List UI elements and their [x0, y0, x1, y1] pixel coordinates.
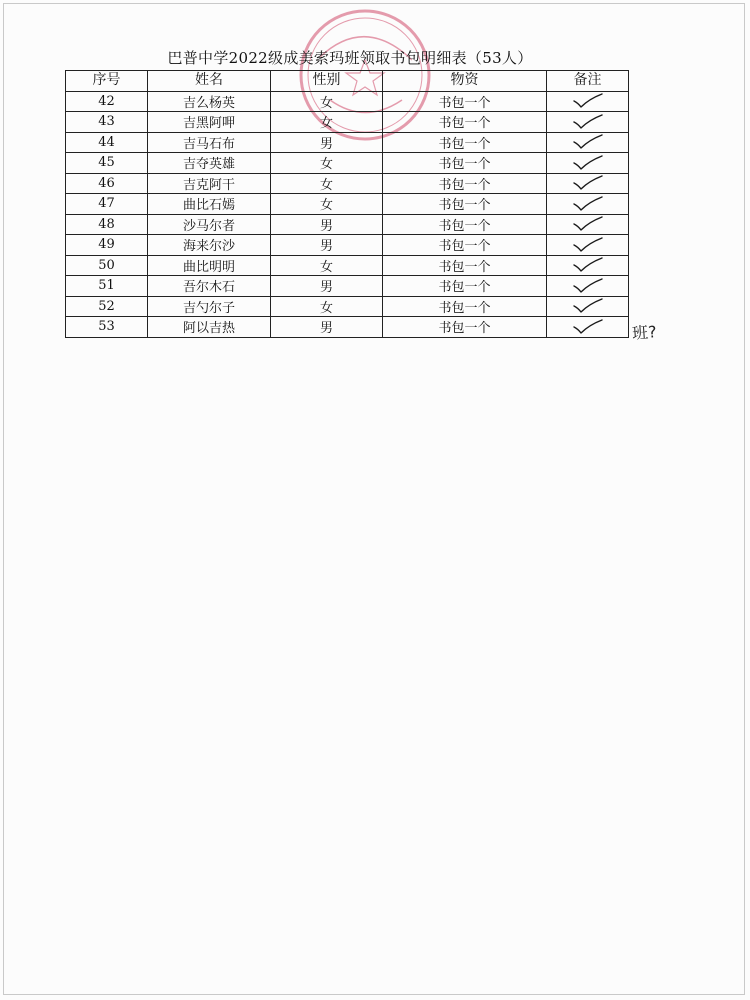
cell-name: 吉黑阿呷 — [148, 112, 271, 133]
cell-name: 海来尔沙 — [148, 235, 271, 256]
cell-note — [547, 296, 629, 317]
cell-item: 书包一个 — [383, 194, 547, 215]
header-item: 物资 — [383, 71, 547, 92]
cell-name: 阿以吉热 — [148, 317, 271, 338]
table-row — [66, 214, 629, 235]
header-gender: 性别 — [271, 71, 383, 92]
cell-name: 吉勺尔子 — [148, 296, 271, 317]
cell-index: 43 — [66, 112, 148, 133]
cell-name: 吉么杨英 — [148, 91, 271, 112]
cell-gender: 男 — [271, 235, 383, 256]
cell-item: 书包一个 — [383, 112, 547, 133]
cell-index: 44 — [66, 132, 148, 153]
cell-gender: 男 — [271, 214, 383, 235]
table-row — [66, 255, 629, 276]
cell-note — [547, 276, 629, 297]
cell-name: 曲比明明 — [148, 255, 271, 276]
cell-item: 书包一个 — [383, 317, 547, 338]
cell-index: 53 — [66, 317, 148, 338]
cell-note — [547, 173, 629, 194]
bag-distribution-table — [65, 70, 629, 338]
checkmark-icon — [547, 93, 628, 109]
cell-gender: 女 — [271, 173, 383, 194]
checkmark-icon — [547, 257, 628, 273]
checkmark-icon — [547, 196, 628, 212]
checkmark-icon — [547, 298, 628, 314]
header-name: 姓名 — [148, 71, 271, 92]
checkmark-icon — [547, 114, 628, 130]
table-row — [66, 173, 629, 194]
cell-name: 吾尔木石 — [148, 276, 271, 297]
table-row — [66, 235, 629, 256]
cell-index: 47 — [66, 194, 148, 215]
cell-note — [547, 112, 629, 133]
cell-index: 45 — [66, 153, 148, 174]
cell-item: 书包一个 — [383, 296, 547, 317]
checkmark-icon — [547, 175, 628, 191]
cell-name: 吉马石布 — [148, 132, 271, 153]
cell-item: 书包一个 — [383, 153, 547, 174]
table-row — [66, 194, 629, 215]
cell-gender: 女 — [271, 194, 383, 215]
cell-note — [547, 132, 629, 153]
cell-index: 50 — [66, 255, 148, 276]
checkmark-icon — [547, 155, 628, 171]
cell-gender: 女 — [271, 296, 383, 317]
table-row — [66, 276, 629, 297]
table-row — [66, 91, 629, 112]
cell-gender: 女 — [271, 255, 383, 276]
cell-gender: 女 — [271, 112, 383, 133]
cell-item: 书包一个 — [383, 255, 547, 276]
cell-item: 书包一个 — [383, 91, 547, 112]
cell-index: 42 — [66, 91, 148, 112]
cell-item: 书包一个 — [383, 276, 547, 297]
table-row — [66, 132, 629, 153]
cell-gender: 女 — [271, 91, 383, 112]
cell-name: 吉夺英雄 — [148, 153, 271, 174]
cell-note — [547, 214, 629, 235]
page-title: 巴普中学2022级成美索玛班领取书包明细表（53人） — [167, 49, 533, 67]
cell-gender: 男 — [271, 276, 383, 297]
cell-index: 52 — [66, 296, 148, 317]
checkmark-icon — [547, 216, 628, 232]
table-row — [66, 112, 629, 133]
cell-index: 51 — [66, 276, 148, 297]
table-header-row — [66, 71, 629, 92]
checkmark-icon — [547, 319, 628, 335]
cell-index: 46 — [66, 173, 148, 194]
cell-gender: 男 — [271, 132, 383, 153]
table-row — [66, 153, 629, 174]
cell-index: 49 — [66, 235, 148, 256]
cell-item: 书包一个 — [383, 132, 547, 153]
checkmark-icon — [547, 278, 628, 294]
cell-note — [547, 91, 629, 112]
cell-name: 曲比石嫣 — [148, 194, 271, 215]
cell-note — [547, 235, 629, 256]
cell-gender: 女 — [271, 153, 383, 174]
cell-note — [547, 317, 629, 338]
header-index: 序号 — [66, 71, 148, 92]
checkmark-icon — [547, 134, 628, 150]
cell-note — [547, 153, 629, 174]
cell-name: 吉克阿干 — [148, 173, 271, 194]
handwritten-margin-note: 班? — [631, 322, 658, 343]
checkmark-icon — [547, 237, 628, 253]
cell-index: 48 — [66, 214, 148, 235]
cell-gender: 男 — [271, 317, 383, 338]
cell-note — [547, 255, 629, 276]
cell-item: 书包一个 — [383, 235, 547, 256]
cell-item: 书包一个 — [383, 173, 547, 194]
table-row — [66, 317, 629, 338]
cell-note — [547, 194, 629, 215]
cell-name: 沙马尔者 — [148, 214, 271, 235]
cell-item: 书包一个 — [383, 214, 547, 235]
header-note: 备注 — [547, 71, 629, 92]
table-row — [66, 296, 629, 317]
